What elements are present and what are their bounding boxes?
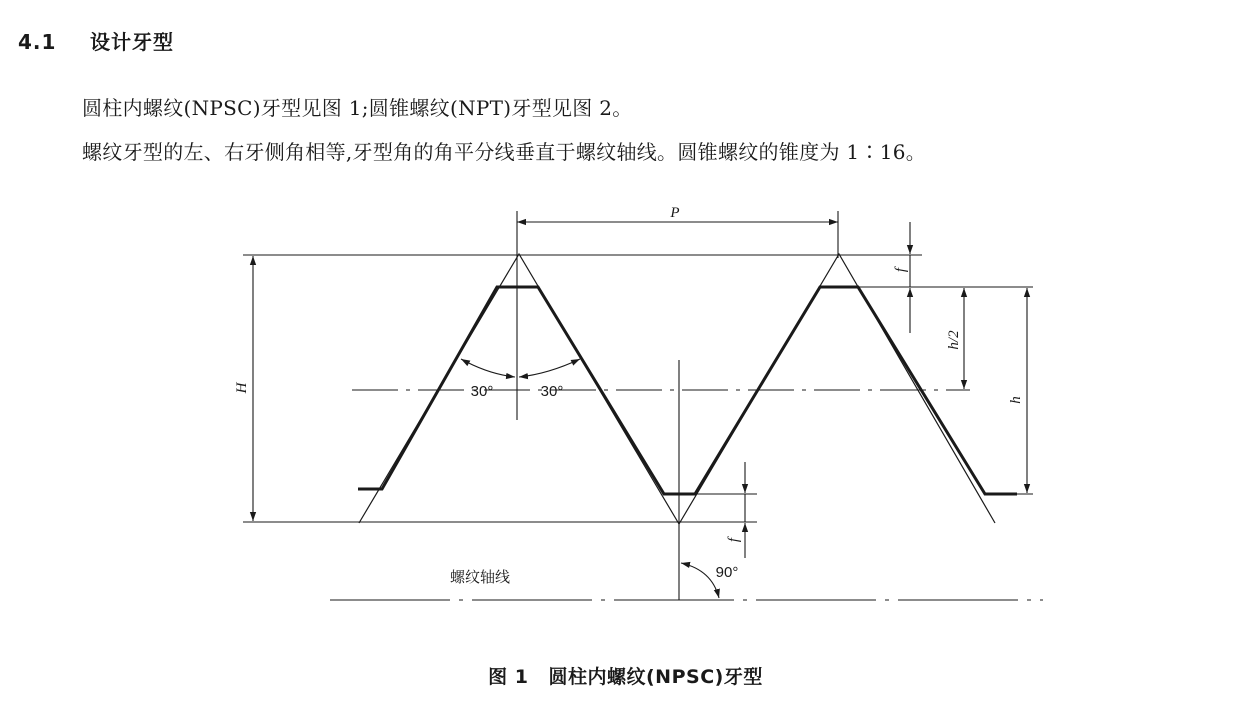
section-title: 设计牙型 [90, 30, 174, 54]
height-h-label: h [1008, 396, 1024, 404]
angle-right-label: 30° [540, 383, 564, 400]
paragraph-2: 螺纹牙型的左、右牙侧角相等,牙型角的角平分线垂直于螺纹轴线。圆锥螺纹的锥度为 1∶16。 [82, 140, 927, 164]
half-h-label: h/2 [946, 330, 962, 350]
angle-left-label: 30° [470, 383, 494, 400]
angle-arc-right [519, 359, 580, 377]
flat-f-top-label: f [893, 267, 909, 273]
paragraph-1: 圆柱内螺纹(NPSC)牙型见图 1;圆锥螺纹(NPT)牙型见图 2。 [82, 96, 633, 120]
section-number: 4.1 [18, 30, 57, 54]
figure-number: 图 1 [488, 666, 529, 688]
height-H-label: H [234, 382, 250, 394]
figure-title: 圆柱内螺纹(NPSC)牙型 [548, 666, 763, 688]
thread-axis-label: 螺纹轴线 [450, 568, 511, 586]
flat-f-bottom-label: f [726, 537, 742, 543]
angle-arc-left [461, 359, 515, 377]
right-angle-arc [681, 563, 719, 598]
angle-axis-label: 90° [715, 564, 739, 581]
pitch-label: P [670, 205, 680, 221]
sharp-v-profile [359, 254, 995, 524]
figure-caption [0, 662, 1251, 689]
